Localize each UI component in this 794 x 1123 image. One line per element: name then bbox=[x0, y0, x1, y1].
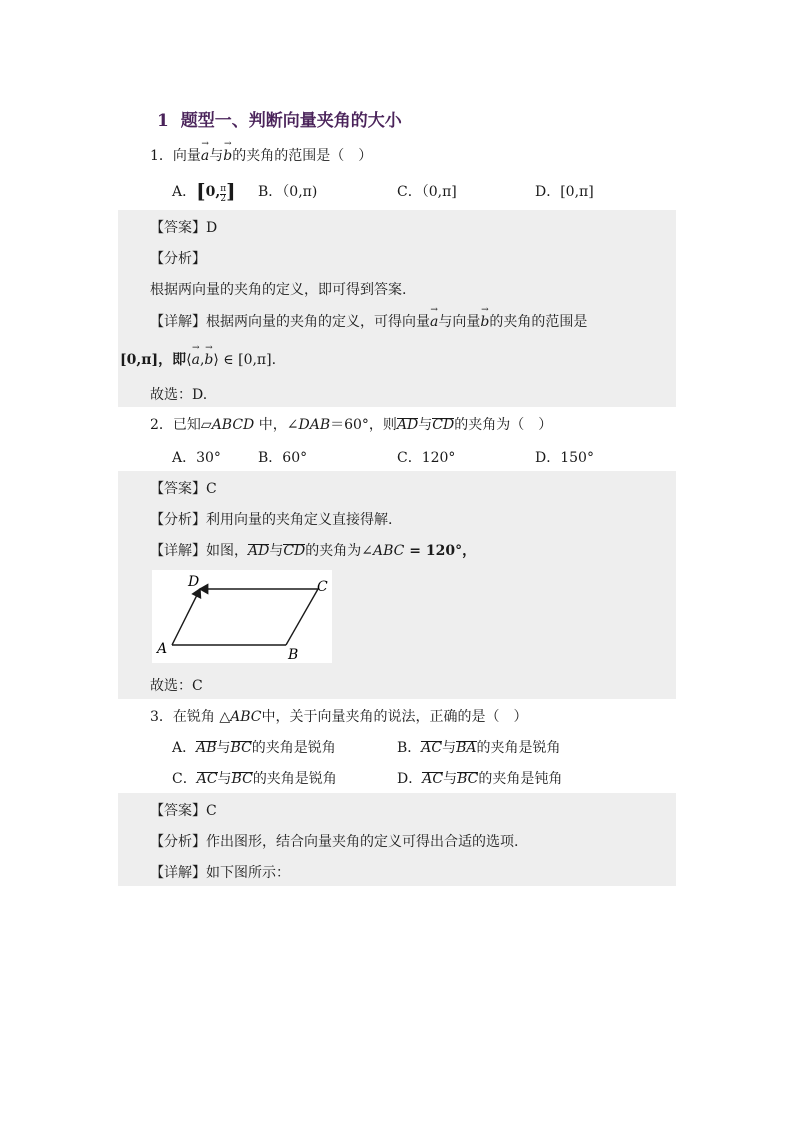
q3-option-a: A．AB与BC的夹角是锐角 bbox=[172, 740, 336, 756]
q1-stem: 1．向量a →与b →的夹角的范围是（ ） bbox=[150, 145, 372, 165]
q1-analysis-label: 【分析】 bbox=[150, 251, 206, 267]
q2-option-c: C．120° bbox=[397, 450, 456, 466]
label-b: B bbox=[288, 647, 299, 663]
parallelogram-figure bbox=[152, 570, 332, 663]
q1-detail: 【详解】根据两向量的夹角的定义，可得向量a →与向量b →的夹角的范围是 bbox=[150, 311, 587, 331]
q3-answer: 【答案】C bbox=[150, 803, 217, 819]
q1-choice: 故选：D. bbox=[150, 387, 208, 403]
q1-answer: 【答案】D bbox=[150, 220, 218, 236]
q3-option-b: B．AC与BA的夹角是锐角 bbox=[397, 740, 561, 756]
label-c: C bbox=[317, 579, 328, 595]
q2-stem: 2．已知▱ABCD 中，∠DAB＝60°，则AD与CD的夹角为（ ） bbox=[150, 417, 553, 433]
q1-solution-block bbox=[118, 210, 676, 407]
q1-option-c: C．（0,π] bbox=[397, 184, 457, 200]
q3-stem: 3．在锐角 △ABC中，关于向量夹角的说法，正确的是（ ） bbox=[150, 709, 528, 725]
q1-analysis-text: 根据两向量的夹角的定义，即可得到答案. bbox=[150, 282, 407, 298]
q3-detail: 【详解】如下图所示： bbox=[150, 865, 290, 881]
q1-option-b: B．（0,π) bbox=[258, 184, 318, 200]
parallelogram-svg bbox=[152, 570, 332, 663]
section-heading bbox=[157, 106, 402, 131]
q2-answer: 【答案】C bbox=[150, 481, 217, 497]
q2-option-d: D．150° bbox=[535, 450, 594, 466]
q2-detail: 【详解】如图，AD与CD的夹角为∠ABC = 120°， bbox=[150, 543, 477, 559]
q2-choice: 故选：C bbox=[150, 678, 203, 694]
q2-analysis: 【分析】利用向量的夹角定义直接得解. bbox=[150, 512, 393, 528]
section-number: 1 bbox=[157, 111, 169, 131]
q1-detail-line2: [0,π]，即⟨a →,b →⟩ ∈ [0,π]. bbox=[120, 349, 276, 369]
label-a: A bbox=[157, 641, 168, 657]
q3-analysis: 【分析】作出图形，结合向量夹角的定义可得出合适的选项. bbox=[150, 834, 519, 850]
q2-option-b: B．60° bbox=[258, 450, 308, 466]
section-title: 题型一、判断向量夹角的大小 bbox=[180, 111, 402, 131]
side-bc bbox=[286, 589, 318, 645]
vector-ad bbox=[172, 589, 200, 645]
q1-option-a: A．[0, $\frac{\pi}{2}$ ] bbox=[172, 179, 236, 204]
q3-option-c: C．AC与BC的夹角是锐角 bbox=[172, 771, 337, 787]
q3-option-d: D．AC与BC的夹角是钝角 bbox=[397, 771, 563, 787]
q2-option-a: A．30° bbox=[172, 450, 221, 466]
q1-option-d: D．[0,π] bbox=[535, 184, 594, 200]
label-d: D bbox=[188, 574, 200, 590]
